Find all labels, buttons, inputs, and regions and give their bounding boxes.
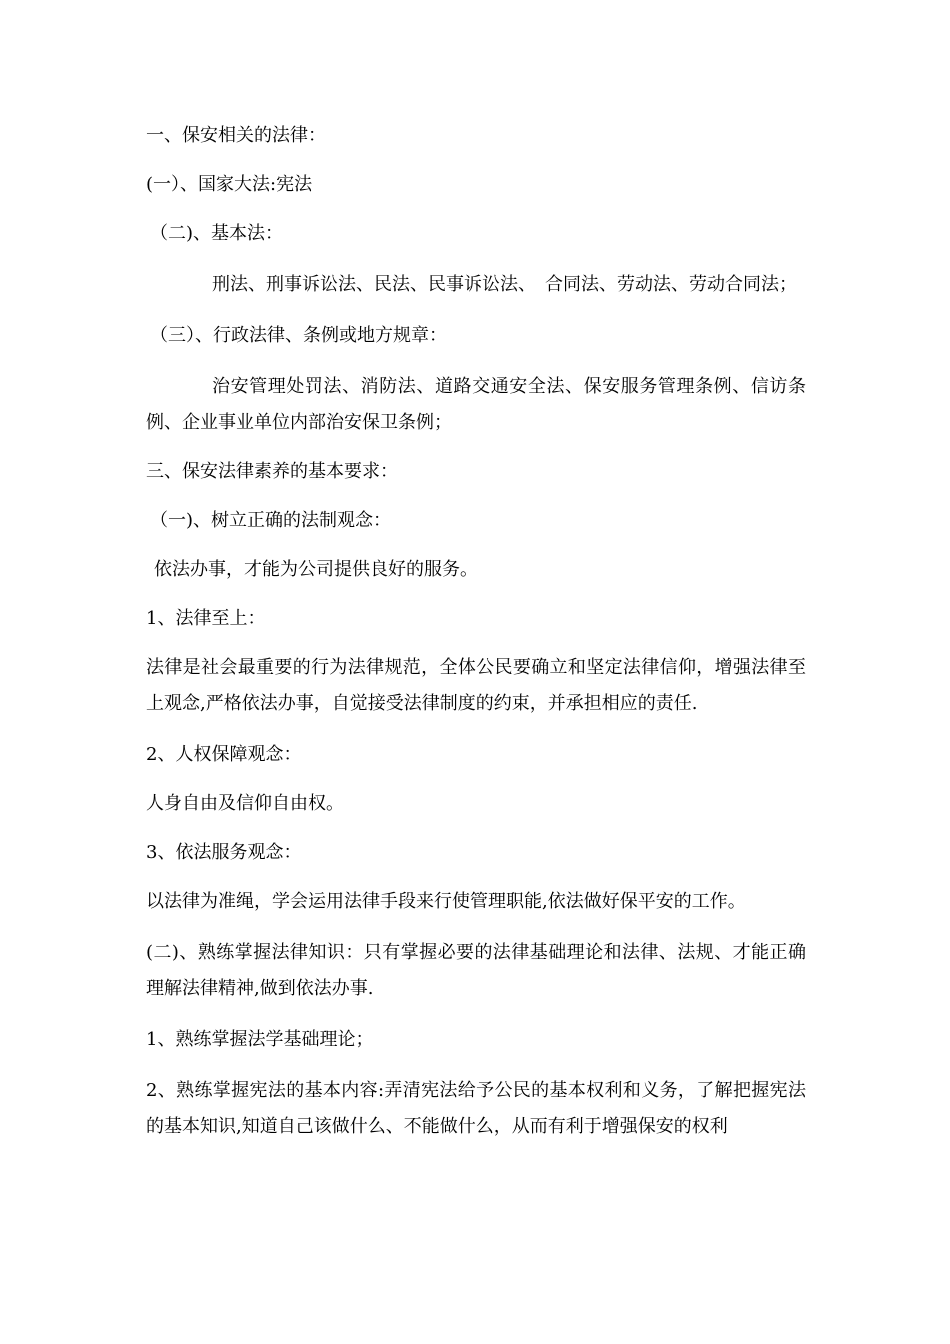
subheading-basic-law: （二)、基本法： <box>150 223 284 244</box>
paragraph-human-rights: 人身自由及信仰自由权。 <box>146 793 344 814</box>
heading-security-laws: 一、保安相关的法律： <box>146 125 326 146</box>
document-body <box>146 118 806 1145</box>
subheading-legal-knowledge: (二)、熟练掌握法律知识：只有掌握必要的法律基础理论和法律、法规、才能正确理解法律精神,做到依法办事. <box>146 942 806 999</box>
paragraph-lawful-service-concept: 以法律为准绳，学会运用法律手段来行使管理职能,依法做好保平安的工作。 <box>146 891 746 912</box>
item-human-rights: 2、人权保障观念： <box>146 744 302 765</box>
subheading-administrative-law: （三）、行政法律、条例或地方规章： <box>150 325 447 346</box>
item-law-supremacy: 1、法律至上： <box>146 608 266 629</box>
subheading-legal-concept: （一)、树立正确的法制观念： <box>150 510 392 531</box>
paragraph-basic-law-list: 刑法、刑事诉讼法、民法、民事诉讼法、 合同法、劳动法、劳动合同法； <box>212 274 797 295</box>
item-lawful-service-concept: 3、依法服务观念： <box>146 842 302 863</box>
paragraph-administrative-law-list: 治安管理处罚法、消防法、道路交通安全法、保安服务管理条例、信访条例、企业事业单位内部治安保卫条例； <box>146 376 806 433</box>
item-legal-theory: 1、熟练掌握法学基础理论； <box>146 1029 374 1050</box>
subheading-constitution: (一）、国家大法:宪法 <box>146 174 313 195</box>
item-constitution-content: 2、熟练掌握宪法的基本内容:弄清宪法给予公民的基本权利和义务，了解把握宪法的基本知识,知道自己该做什么、不能做什么，从而有利于增强保安的权利 <box>146 1080 806 1137</box>
heading-legal-literacy: 三、保安法律素养的基本要求： <box>146 461 398 482</box>
paragraph-law-supremacy: 法律是社会最重要的行为法律规范，全体公民要确立和坚定法律信仰，增强法律至上观念,严格依法办事，自觉接受法律制度的约束，并承担相应的责任. <box>146 657 806 714</box>
paragraph-lawful-service: 依法办事，才能为公司提供良好的服务。 <box>154 559 478 580</box>
